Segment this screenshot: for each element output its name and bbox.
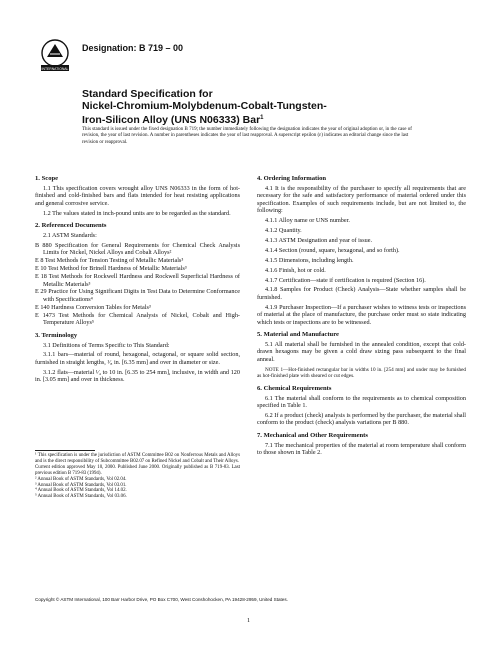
section-referenced-documents [35, 222, 240, 326]
section-heading: 4. Ordering Information [257, 175, 327, 182]
paragraph: 6.1 The material shall conform to the requirements as to chemical composition specified in Table 1. [257, 394, 466, 410]
reference-item: E 8 Test Methods for Tension Testing of Metallic Materials³ [35, 257, 184, 265]
paragraph: 3.1.2 flats—material ¹⁄₄ to 10 in. [6.35 to 254 mm], inclusive, in width and 120 in. [3.05 mm] and over in thickness. [35, 368, 240, 384]
copyright-notice: Copyright © ASTM International, 100 Barr Harbor Drive, PO Box C700, West Conshohocken, PA 19428-2959, United States. [35, 597, 288, 602]
issuance-note: This standard is issued under the fixed designation B 719; the number immediately following the designation indicates the year of original adoption or, in the case of revision, the year of last revision. A number in parentheses indicates the year of last reapproval. A superscript epsilon (ε) indicates an editorial change since the last revision or reapproval. [82, 127, 412, 145]
reference-item: B 880 Specification for General Requirements for Chemical Check Analysis Limits for Nickel, Nickel Alloys and Cobalt Alloys² [35, 242, 240, 257]
right-column [257, 175, 466, 462]
section-heading: 7. Mechanical and Other Requirements [257, 431, 368, 439]
reference-item: E 18 Test Methods for Rockwell Hardness and Rockwell Superficial Hardness of Metallic Materials³ [35, 273, 240, 288]
note: NOTE 1—Hot-finished rectangular bar in widths 10 in. [254 mm] and under may be furnished as hot-finished plate with sheared or cut edges. [257, 367, 466, 380]
list-item: 4.1.2 Quantity. [265, 227, 302, 235]
footnote: ⁵ Annual Book of ASTM Standards, Vol 03.06. [35, 494, 127, 500]
list-item: 4.1.5 Dimensions, including length. [265, 256, 354, 264]
title-line-2: Nickel-Chromium-Molybdenum-Cobalt-Tungsten- [82, 100, 327, 112]
list-item: 4.1.9 Purchaser Inspection—If a purchaser wishes to witness tests or inspections of material at the place of manufacture, the purchase order must so state indicating which tests or inspections are to be witnessed. [257, 303, 466, 326]
paragraph: 3.1 Definitions of Terms Specific to This Standard: [43, 341, 170, 349]
list-item: 4.1.4 Section (round, square, hexagonal, and so forth). [265, 246, 400, 254]
section-material-and-manufacture [257, 331, 466, 380]
paragraph: 6.2 If a product (check) analysis is performed by the purchaser, the material shall conform to the product (check) analysis variations per B 880. [257, 411, 466, 427]
section-chemical-requirements [257, 385, 466, 427]
section-heading: 2. Referenced Documents [35, 222, 107, 230]
reference-item: E 140 Hardness Conversion Tables for Metals³ [35, 303, 151, 311]
footnote: ¹ This specification is under the jurisdiction of ASTM Committee B02 on Nonferrous Metals and Alloys and is the direct responsibility of Subcommittee B02.07 on Refined Nickel and Cobalt and Their Alloys. [35, 453, 240, 464]
left-column [35, 175, 240, 389]
paragraph: 1.2 The values stated in inch-pound units are to be regarded as the standard. [43, 209, 231, 217]
footnote: Current edition approved May 10, 2000. Published June 2000. Originally published as B 719-83. Last previous edition B 719-83 (1994). [35, 464, 240, 476]
section-heading: 1. Scope [35, 175, 59, 182]
section-terminology [35, 332, 240, 384]
paragraph: 2.1 ASTM Standards: [43, 232, 97, 240]
footnote: ³ Annual Book of ASTM Standards, Vol 03.01. [35, 482, 127, 488]
reference-item: E 1473 Test Methods for Chemical Analysis of Nickel, Cobalt and High-Temperature Alloys⁵ [35, 311, 240, 327]
section-heading: 3. Terminology [35, 331, 78, 339]
page-number: 1 [247, 617, 251, 624]
title-line-3: Iron-Silicon Alloy (UNS N06333) Bar$^1$ [82, 114, 264, 126]
title-line-1: Standard Specification for [82, 88, 213, 100]
section-heading: 6. Chemical Requirements [257, 384, 332, 392]
section-mechanical-requirements [257, 432, 466, 457]
paragraph: 4.1 It is the responsibility of the purchaser to specify all requirements that are necessary for the safe and satisfactory performance of material ordered under this specification. Examples of such requirements include, but are not limited to, the following: [257, 185, 466, 215]
designation: Designation: B 719 – 00 [82, 43, 184, 53]
document-title [82, 88, 442, 126]
paragraph: 5.1 All material shall be furnished in the annealed condition, except that cold-drawn hexagons may be given a cold draw sizing pass subsequent to the final anneal. [257, 341, 466, 363]
list-item: 4.1.8 Samples for Product (Check) Analysis—State whether samples shall be furnished. [257, 286, 466, 301]
astm-logo-icon [38, 38, 72, 72]
list-item: 4.1.7 Certification—state if certification is required (Section 16). [265, 276, 426, 284]
reference-item: E 10 Test Method for Brinell Hardness of Metallic Materials³ [35, 265, 187, 273]
footnote: ⁴ Annual Book of ASTM Standards, Vol 14.02. [35, 488, 127, 494]
list-item: 4.1.6 Finish, hot or cold. [265, 266, 326, 274]
list-item: 4.1.3 ASTM Designation and year of issue. [265, 236, 373, 244]
title-footnote-mark: 1 [260, 115, 264, 121]
reference-item: E 29 Practice for Using Significant Digits in Test Data to Determine Conformance with Specifications⁴ [35, 288, 240, 303]
section-ordering-information [257, 175, 466, 326]
footnote-divider [35, 450, 95, 451]
footnote: ² Annual Book of ASTM Standards, Vol 02.04. [35, 476, 127, 482]
section-scope [35, 175, 240, 217]
list-item: 4.1.1 Alloy name or UNS number. [265, 217, 350, 225]
footnotes [35, 453, 240, 500]
paragraph: 7.1 The mechanical properties of the material at room temperature shall conform to those shown in Table 2. [257, 441, 466, 457]
paragraph: 3.1.1 bars—material of round, hexagonal, octagonal, or square solid section, furnished in straight lengths, ¹⁄₈ in. [6.35 mm] and over in diameter or size. [35, 351, 240, 366]
section-heading: 5. Material and Manufacture [257, 331, 339, 338]
logo-text: INTERNATIONAL [41, 67, 69, 71]
paragraph: 1.1 This specification covers wrought alloy UNS N06333 in the form of hot-finished and cold-finished bars and flats intended for heat resisting applications and general corrosive service. [35, 185, 240, 207]
